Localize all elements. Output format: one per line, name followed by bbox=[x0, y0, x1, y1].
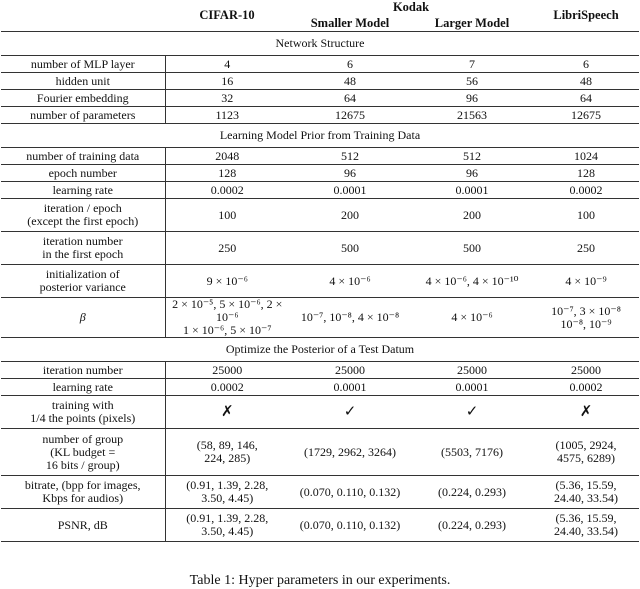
cell-line: 3.50, 4.45) bbox=[201, 491, 254, 505]
cell: (0.224, 0.293) bbox=[411, 509, 533, 542]
row-label-line: (KL budget = bbox=[50, 444, 116, 459]
cell: 0.0001 bbox=[289, 182, 411, 199]
section-row bbox=[1, 124, 639, 148]
cell: 96 bbox=[289, 165, 411, 182]
row-label bbox=[1, 476, 165, 509]
table-row bbox=[1, 476, 639, 509]
row-label: iteration number bbox=[1, 362, 165, 379]
cell-line: 2 × 10⁻⁵, 5 × 10⁻⁶, 2 × 10⁻⁶ bbox=[172, 297, 283, 324]
cross-mark-icon: ✗ bbox=[165, 396, 289, 429]
cell-line: 10⁻⁸, 10⁻⁹ bbox=[560, 316, 612, 331]
cell-line: (0.91, 1.39, 2.28, bbox=[186, 478, 269, 492]
row-label: number of training data bbox=[1, 148, 165, 165]
row-label-line: (except the first epoch) bbox=[27, 214, 139, 228]
cell: 4 × 10⁻⁶ bbox=[289, 265, 411, 298]
cell: 500 bbox=[411, 232, 533, 265]
cell-line: (58, 89, 146, bbox=[196, 438, 258, 452]
cell: 4 × 10⁻⁶ bbox=[411, 298, 533, 338]
cell: 512 bbox=[289, 148, 411, 165]
row-label: Fourier embedding bbox=[1, 90, 165, 107]
header-kodak-smaller: Smaller Model bbox=[289, 15, 411, 32]
row-label bbox=[1, 232, 165, 265]
section-learning-prior: Learning Model Prior from Training Data bbox=[1, 124, 639, 148]
cell: 1024 bbox=[533, 148, 639, 165]
section-network-structure: Network Structure bbox=[1, 32, 639, 56]
table-row bbox=[1, 509, 639, 542]
cell: 0.0001 bbox=[411, 182, 533, 199]
cell: 25000 bbox=[533, 362, 639, 379]
table-row bbox=[1, 265, 639, 298]
table-caption: Table 1: Hyper parameters in our experiments. bbox=[189, 573, 451, 588]
cell: 48 bbox=[533, 73, 639, 90]
cell: 200 bbox=[289, 199, 411, 232]
table-row bbox=[1, 165, 639, 182]
row-label-line: Kbps for audios) bbox=[42, 491, 124, 505]
header-row-top bbox=[1, 0, 639, 15]
check-mark-icon: ✓ bbox=[411, 396, 533, 429]
cell: 0.0002 bbox=[165, 379, 289, 396]
header-kodak: Kodak bbox=[392, 0, 430, 14]
row-label bbox=[1, 199, 165, 232]
row-label-line: bitrate, (bpp for images, bbox=[24, 478, 141, 492]
cell: 6 bbox=[533, 56, 639, 73]
cell: 64 bbox=[289, 90, 411, 107]
hyperparameter-table bbox=[1, 0, 639, 542]
cell-line: (1005, 2924, bbox=[555, 438, 617, 452]
cell: 200 bbox=[411, 199, 533, 232]
cell: 7 bbox=[411, 56, 533, 73]
cell: 25000 bbox=[165, 362, 289, 379]
cell bbox=[533, 509, 639, 542]
cell bbox=[533, 429, 639, 476]
cell: 0.0001 bbox=[411, 379, 533, 396]
cell: 25000 bbox=[289, 362, 411, 379]
table-row bbox=[1, 90, 639, 107]
cell: 96 bbox=[411, 165, 533, 182]
row-label: number of parameters bbox=[1, 107, 165, 124]
header-librispeech: LibriSpeech bbox=[533, 0, 639, 32]
table-row bbox=[1, 379, 639, 396]
cell: 9 × 10⁻⁶ bbox=[165, 265, 289, 298]
cell: (1729, 2962, 3264) bbox=[289, 429, 411, 476]
cell: (0.070, 0.110, 0.132) bbox=[289, 509, 411, 542]
cell-line: 24.40, 33.54) bbox=[554, 491, 619, 505]
row-label-line: iteration number bbox=[42, 234, 123, 248]
cell: 0.0001 bbox=[289, 379, 411, 396]
cell: 0.0002 bbox=[533, 182, 639, 199]
cell: (5503, 7176) bbox=[411, 429, 533, 476]
row-label-line: number of group bbox=[42, 431, 124, 446]
cell: (0.224, 0.293) bbox=[411, 476, 533, 509]
cell-line: 10⁻⁷, 3 × 10⁻⁸ bbox=[551, 303, 621, 318]
cell: 4 × 10⁻⁹ bbox=[533, 265, 639, 298]
cell: 500 bbox=[289, 232, 411, 265]
cell: 100 bbox=[165, 199, 289, 232]
cell: 4 bbox=[165, 56, 289, 73]
cell bbox=[533, 476, 639, 509]
check-mark-icon: ✓ bbox=[289, 396, 411, 429]
cell-line: (0.91, 1.39, 2.28, bbox=[186, 511, 269, 525]
row-label-line: 1/4 the points (pixels) bbox=[30, 411, 136, 425]
row-label: hidden unit bbox=[1, 73, 165, 90]
cell: 1123 bbox=[165, 107, 289, 124]
cell: 25000 bbox=[411, 362, 533, 379]
row-label: epoch number bbox=[1, 165, 165, 182]
section-row bbox=[1, 32, 639, 56]
row-label-line: in the first epoch bbox=[42, 247, 124, 261]
cell-line: 224, 285) bbox=[204, 451, 251, 465]
cell-line: 3.50, 4.45) bbox=[201, 524, 254, 538]
cell: 12675 bbox=[289, 107, 411, 124]
cell: 16 bbox=[165, 73, 289, 90]
row-label-beta: β bbox=[1, 298, 165, 338]
cell: 96 bbox=[411, 90, 533, 107]
table-row bbox=[1, 298, 639, 338]
table-row bbox=[1, 232, 639, 265]
cell: 4 × 10⁻⁶, 4 × 10⁻¹⁰ bbox=[411, 265, 533, 298]
table-row bbox=[1, 429, 639, 476]
row-label-line: 16 bits / group) bbox=[45, 457, 120, 472]
cell: 0.0002 bbox=[533, 379, 639, 396]
cell: 64 bbox=[533, 90, 639, 107]
row-label: learning rate bbox=[1, 379, 165, 396]
row-label bbox=[1, 429, 165, 476]
cell: 56 bbox=[411, 73, 533, 90]
cell: 10⁻⁷, 10⁻⁸, 4 × 10⁻⁸ bbox=[289, 298, 411, 338]
row-label: learning rate bbox=[1, 182, 165, 199]
row-label-line: training with bbox=[51, 398, 114, 412]
cell: 6 bbox=[289, 56, 411, 73]
cell bbox=[165, 429, 289, 476]
cell-line: (5.36, 15.59, bbox=[555, 478, 617, 492]
cell: 21563 bbox=[411, 107, 533, 124]
cell: 100 bbox=[533, 199, 639, 232]
row-label: number of MLP layer bbox=[1, 56, 165, 73]
cell bbox=[165, 476, 289, 509]
section-optimize-posterior: Optimize the Posterior of a Test Datum bbox=[1, 338, 639, 362]
cell-line: 24.40, 33.54) bbox=[554, 524, 619, 538]
table-row bbox=[1, 199, 639, 232]
cell: 250 bbox=[533, 232, 639, 265]
row-label-line: iteration / epoch bbox=[43, 201, 122, 215]
table-row bbox=[1, 107, 639, 124]
table-row bbox=[1, 73, 639, 90]
cell: 0.0002 bbox=[165, 182, 289, 199]
cell: 12675 bbox=[533, 107, 639, 124]
row-label bbox=[1, 396, 165, 429]
cell-line: (5.36, 15.59, bbox=[555, 511, 617, 525]
section-row bbox=[1, 338, 639, 362]
cell bbox=[165, 509, 289, 542]
cross-mark-icon: ✗ bbox=[533, 396, 639, 429]
header-kodak-larger: Larger Model bbox=[411, 15, 533, 32]
table-row bbox=[1, 182, 639, 199]
table-row bbox=[1, 362, 639, 379]
row-label: PSNR, dB bbox=[1, 509, 165, 542]
table-row bbox=[1, 396, 639, 429]
cell bbox=[165, 298, 289, 338]
cell: 128 bbox=[533, 165, 639, 182]
row-label-line: initialization of bbox=[45, 267, 120, 281]
table-row bbox=[1, 148, 639, 165]
table-row bbox=[1, 56, 639, 73]
cell: 2048 bbox=[165, 148, 289, 165]
cell: 128 bbox=[165, 165, 289, 182]
cell: 32 bbox=[165, 90, 289, 107]
cell: 512 bbox=[411, 148, 533, 165]
cell: 250 bbox=[165, 232, 289, 265]
row-label-line: posterior variance bbox=[39, 280, 126, 294]
header-cifar: CIFAR-10 bbox=[165, 0, 289, 32]
cell bbox=[533, 298, 639, 338]
cell-line: 1 × 10⁻⁶, 5 × 10⁻⁷ bbox=[182, 323, 272, 337]
cell-line: 4575, 6289) bbox=[557, 451, 616, 465]
cell: (0.070, 0.110, 0.132) bbox=[289, 476, 411, 509]
cell: 48 bbox=[289, 73, 411, 90]
row-label bbox=[1, 265, 165, 298]
